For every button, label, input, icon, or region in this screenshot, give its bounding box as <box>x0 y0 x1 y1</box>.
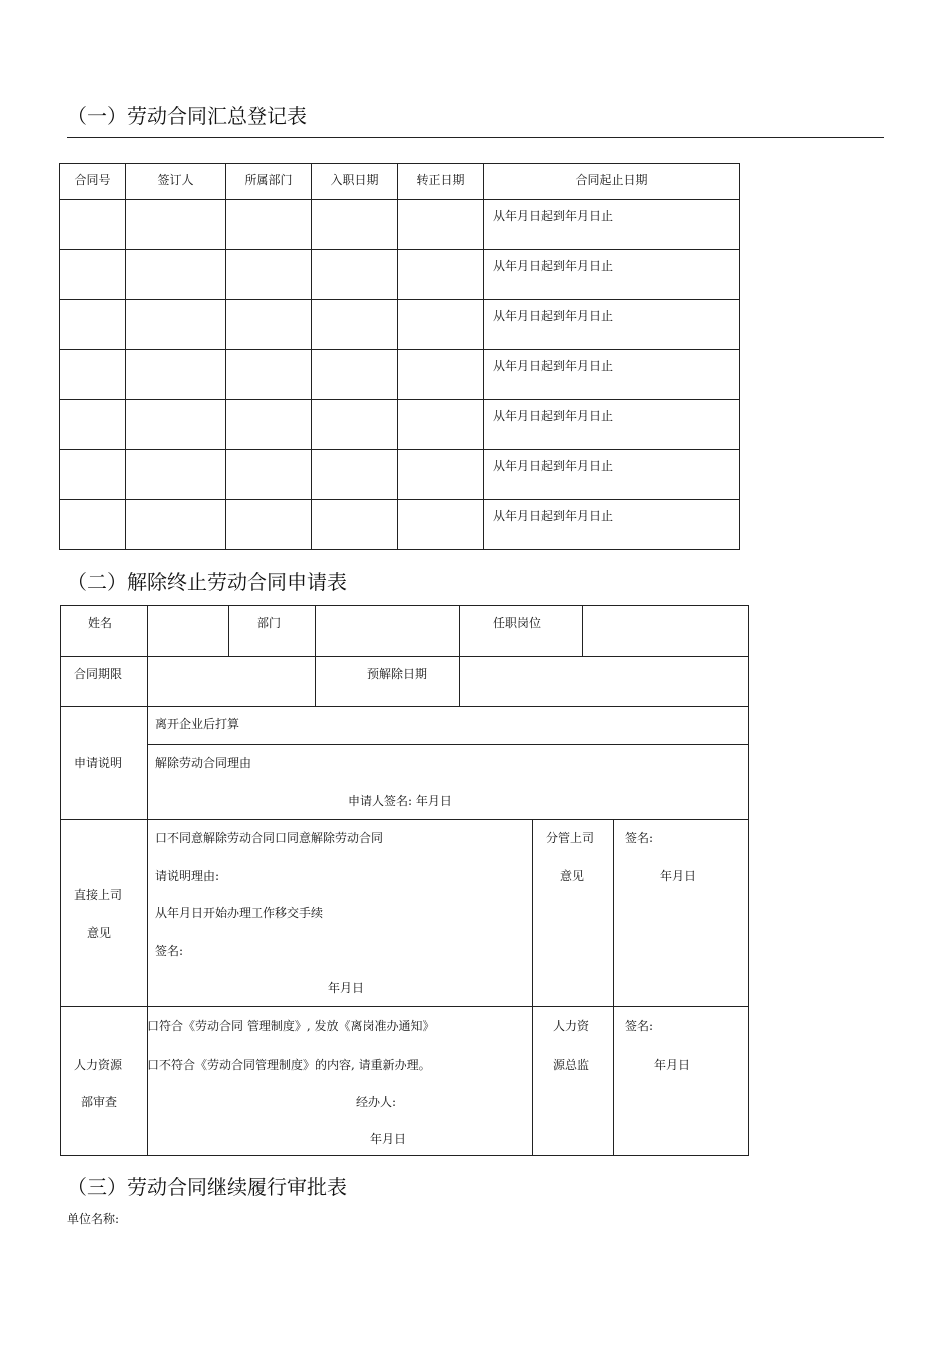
hr-review-label: 人力资源 <box>74 1058 123 1072</box>
contract-period-cell: 从年月日起到年月日止 <box>484 300 740 350</box>
direct-supervisor-label-2: 意见 <box>87 926 112 940</box>
application-label: 申请说明 <box>74 756 123 770</box>
hr-review-label-2: 部审查 <box>81 1095 118 1109</box>
table-row <box>60 300 740 350</box>
branch-supervisor-label: 分管上司 <box>546 831 595 845</box>
section1-title: （一）劳动合同汇总登记表 <box>67 104 307 128</box>
header-contract-no: 合同号 <box>60 164 126 200</box>
table-row <box>60 450 740 500</box>
branch-supervisor-label-2: 意见 <box>560 869 585 883</box>
direct-supervisor-date: 年月日 <box>328 981 365 995</box>
contract-register-table <box>59 163 740 550</box>
contract-period-cell: 从年月日起到年月日止 <box>484 350 740 400</box>
hr-option-compliant: 口符合《劳动合同 管理制度》, 发放《离岗准办通知》 <box>147 1019 435 1033</box>
hr-director-label: 人力资 <box>553 1019 590 1033</box>
unit-name-label: 单位名称: <box>67 1212 120 1226</box>
contract-period-cell: 从年月日起到年月日止 <box>484 400 740 450</box>
table-row <box>60 250 740 300</box>
header-entry-date: 入职日期 <box>312 164 398 200</box>
header-department: 所属部门 <box>226 164 312 200</box>
table-header-row <box>60 164 740 200</box>
table-row <box>60 350 740 400</box>
contract-period-cell: 从年月日起到年月日止 <box>484 250 740 300</box>
hr-director-date: 年月日 <box>654 1058 691 1072</box>
plans-after-leaving: 离开企业后打算 <box>155 717 240 731</box>
direct-supervisor-options: 口不同意解除劳动合同口同意解除劳动合同 <box>155 831 384 845</box>
applicant-signature: 申请人签名: 年月日 <box>348 794 452 808</box>
contract-period-cell: 从年月日起到年月日止 <box>484 450 740 500</box>
table-row <box>60 200 740 250</box>
branch-supervisor-signature: 签名: <box>625 831 654 845</box>
section2-title: （二）解除终止劳动合同申请表 <box>67 570 347 594</box>
department-label: 部门 <box>257 616 282 630</box>
direct-supervisor-label: 直接上司 <box>74 888 123 902</box>
planned-termination-date-label: 预解除日期 <box>367 667 428 681</box>
hr-date: 年月日 <box>370 1132 407 1146</box>
hr-director-signature: 签名: <box>625 1019 654 1033</box>
handover-date: 从年月日开始办理工作移交手续 <box>155 906 324 920</box>
table-row <box>60 500 740 550</box>
header-signer: 签订人 <box>126 164 226 200</box>
branch-supervisor-date: 年月日 <box>660 869 697 883</box>
contract-period-cell: 从年月日起到年月日止 <box>484 200 740 250</box>
contract-term-label: 合同期限 <box>74 667 123 681</box>
direct-supervisor-reason: 请说明理由: <box>155 869 220 883</box>
header-contract-period: 合同起止日期 <box>484 164 740 200</box>
direct-supervisor-signature: 签名: <box>155 944 184 958</box>
header-regular-date: 转正日期 <box>398 164 484 200</box>
termination-reason: 解除劳动合同理由 <box>155 756 252 770</box>
hr-option-noncompliant: 口不符合《劳动合同管理制度》的内容, 请重新办理。 <box>147 1058 431 1072</box>
hr-director-label-2: 源总监 <box>553 1058 590 1072</box>
table-row <box>60 400 740 450</box>
contract-period-cell: 从年月日起到年月日止 <box>484 500 740 550</box>
section3-title: （三）劳动合同继续履行审批表 <box>67 1175 347 1199</box>
title-divider <box>67 137 884 138</box>
position-label: 任职岗位 <box>493 616 542 630</box>
hr-handler: 经办人: <box>356 1095 397 1109</box>
name-label: 姓名 <box>88 616 113 630</box>
